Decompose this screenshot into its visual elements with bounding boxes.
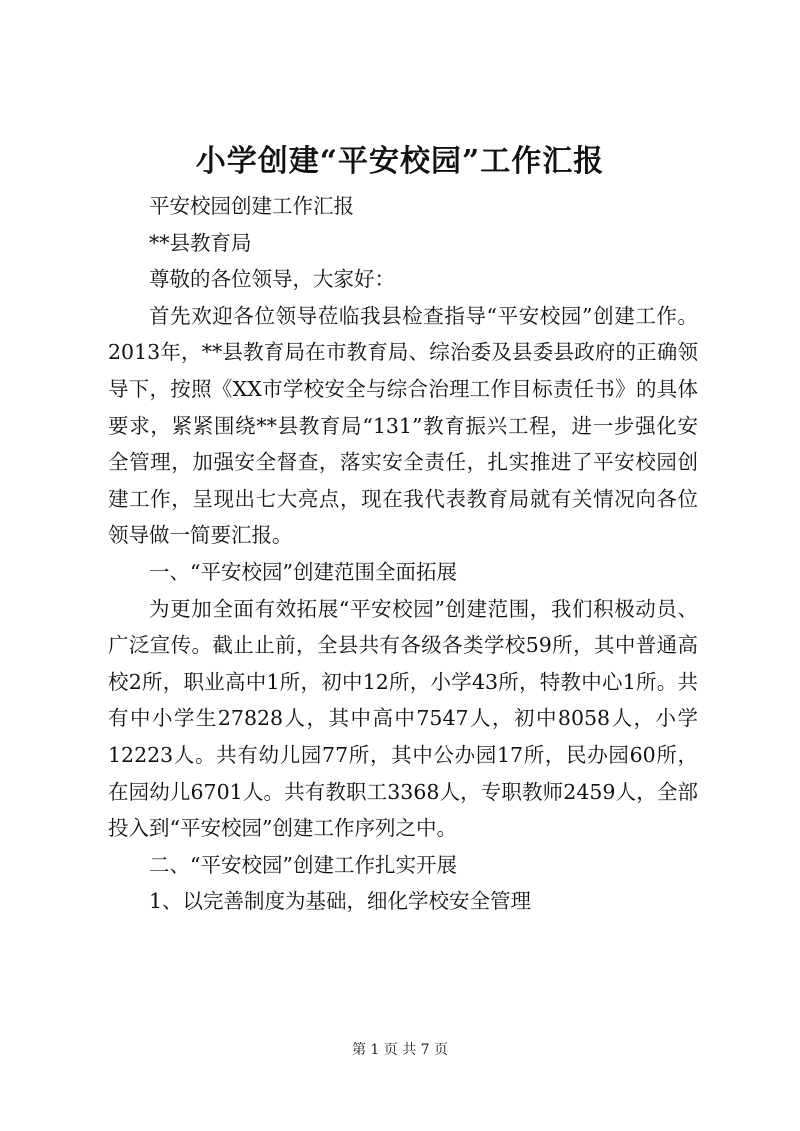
page-footer: 第 1 页 共 7 页 (351, 1042, 449, 1058)
section-heading-2: 二、“平安校园”创建工作扎实开展 (149, 852, 457, 877)
salutation-paragraph: 尊敬的各位领导，大家好： (149, 267, 395, 292)
intro-paragraph: 首先欢迎各位领导莅临我县检查指导“平安校园”创建工作。2013年，**县教育局在市教育局、综治委及县委县政府的正确领导下，按照《XX市学校安全与综合治理工作目标责任书》的具体要求，紧紧围绕**县教育局“131”教育振兴工程，进一步强化安全管理，加强安全督查，落实安全责任，扎实推进了平安校园创建工作，呈现出七大亮点，现在我代表教育局就有关情况向各位领导做一简要汇报。 (108, 303, 698, 548)
subtitle-paragraph: 平安校园创建工作汇报 (149, 194, 354, 218)
section-heading-1: 一、“平安校园”创建范围全面拓展 (149, 559, 457, 584)
section-1-paragraph: 为更加全面有效拓展“平安校园”创建范围，我们积极动员、广泛宣传。截止止前，全县共有各级各类学校59所，其中普通高校2所，职业高中1所，初中12所，小学43所，特教中心1所。共有中小学生27828人，其中高中7547人，初中8058人，小学12223人。共有幼儿园77所，其中公办园17所，民办园60所，在园幼儿6701人。共有教职工3368人，专职教师2459人，全部投入到“平安校园”创建工作序列之中。 (108, 596, 698, 841)
document-title: 小学创建“平安校园”工作汇报 (195, 144, 605, 179)
issuer-paragraph: **县教育局 (149, 230, 252, 255)
subsection-heading-1: 1、以完善制度为基础，细化学校安全管理 (149, 889, 532, 914)
document-body (108, 188, 698, 920)
